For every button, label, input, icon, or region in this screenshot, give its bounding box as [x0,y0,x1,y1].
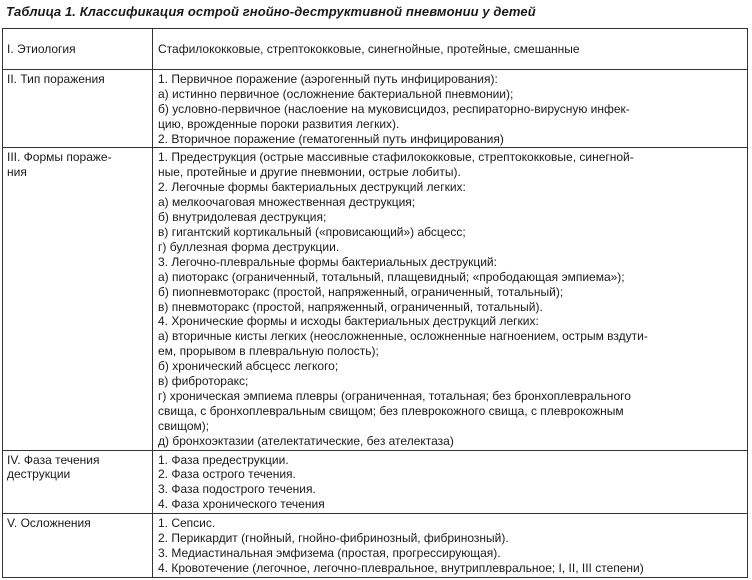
row-content-cell [153,148,748,450]
content-line: свищом); [158,418,210,433]
content-line: в) фиброторакс; [158,374,249,389]
content-line: ем, прорывом в плевральную полость); [158,344,379,359]
table-caption: Таблица 1. Классификация острой гнойно-деструктивной пневмонии у детей [6,4,536,19]
content-line: б) внутридолевая деструкция; [158,210,327,225]
content-line: а) вторичные кисты легких (неосложненные, осложненные нагноением, острым вздути- [158,329,648,344]
row-label-cell [3,450,153,514]
content-line: б) условно-первичное (наслоение на муковисцидоз, респираторно-вирусную инфек- [158,101,630,116]
content-line: д) бронхоэктазии (ателектатические, без ателектаза) [158,433,454,448]
content-line: 1. Первичное поражение (аэрогенный путь инфицирования): [158,71,498,86]
row-content-cell [153,450,748,514]
content-line: а) мелкоочаговая множественная деструкция; [158,195,416,210]
row-content-cell [153,29,748,70]
content-line: 2. Перикардит (гнойный, гнойно-фибринозный, фибринозный). [158,531,509,546]
content-line: 3. Легочно-плевральные формы бактериальных деструкций: [158,254,497,269]
row-label-cell [3,29,153,70]
row-label: III. Формы пораже- [7,150,112,165]
classification-table-body [3,29,748,578]
classification-table [2,28,748,578]
content-line: а) пиоторакс (ограниченный, тотальный, плащевидный; «прободающая эмпиема»); [158,269,625,284]
row-label: деструкции [7,467,71,482]
table-row [3,514,748,578]
table-row [3,69,748,148]
content-line: 2. Легочные формы бактериальных деструкций легких: [158,180,466,195]
content-line: 4. Фаза хронического течения [158,497,325,512]
content-line: 3. Фаза подострого течения. [158,482,316,497]
content-line: 1. Фаза предеструкции. [158,452,289,467]
content-line: 3. Медиастинальная эмфизема (простая, прогрессирующая). [158,546,501,560]
table-row [3,148,748,450]
content-line: цию, врожденные пороки развития легких). [158,116,400,131]
row-label: V. Осложнения [7,516,91,531]
content-line: 4. Кровотечение (легочное, легочно-плевральное, внутриплевральное; I, II, III степени) [158,560,644,575]
row-label-cell [3,514,153,578]
row-label: I. Этиология [7,42,76,56]
content-line: а) истинно первичное (осложнение бактериальной пневмонии); [158,86,514,101]
row-label: II. Тип поражения [7,71,105,86]
content-line: Стафилококковые, стрептококковые, синегнойные, протейные, смешанные [158,42,580,56]
content-line: в) пневмоторакс (простой, напряженный, ограниченный, тотальный). [158,299,543,314]
content-line: г) буллезная форма деструкции. [158,239,340,254]
content-line: свища, с бронхоплевральным свищом; без плеврокожного свища, с плеврокожным [158,403,624,418]
row-content-cell [153,69,748,148]
content-line: б) хронический абсцесс легкого; [158,359,339,374]
content-line: 1. Сепсис. [158,516,216,531]
row-content-cell [153,514,748,578]
row-label: IV. Фаза течения [7,452,100,467]
row-label: ния [7,165,27,180]
content-line: 4. Хронические формы и исходы бактериальных деструкций легких: [158,314,539,329]
content-line: ные, протейные и другие пневмонии, острые лобиты). [158,165,461,180]
content-line: 2. Фаза острого течения. [158,467,296,482]
row-label-cell [3,69,153,148]
content-line: б) пиопневмоторакс (простой, напряженный, ограниченный, тотальный); [158,284,564,299]
table-row [3,450,748,514]
row-label-cell [3,148,153,450]
content-line: в) гигантский кортикальный («провисающий») абсцесс; [158,224,466,239]
content-line: 2. Вторичное поражение (гематогенный путь инфицирования) [158,131,504,146]
content-line: 1. Предеструкция (острые массивные стафилококковые, стрептококковые, синегной- [158,150,634,165]
content-line: г) хроническая эмпиема плевры (ограниченная, тотальная; без бронхоплеврального [158,388,631,403]
table-row [3,29,748,70]
